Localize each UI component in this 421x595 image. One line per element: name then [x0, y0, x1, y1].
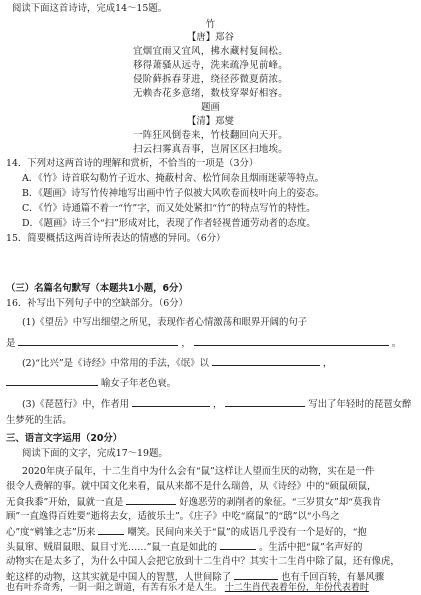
section3-heading: （三）名篇名句默写（本题共1小题，6分） [6, 283, 188, 294]
q16-stem: 16．补写出下列句子中的空缺部分。（6分） [6, 298, 188, 309]
q16-item1: (1)《望岳》中写出细望之所见，表现作者心情激荡和眼界开阔的句子 [22, 317, 308, 328]
poem1-line-1: 宜烟宜雨又宜风，拂水藏村复间松。 [133, 46, 288, 57]
q16-item1-blank-2[interactable] [194, 336, 389, 346]
q16-item1-answer-line [6, 336, 401, 350]
passage-line-5-b: 嘲笑。民间向来关于“鼠”的成语几乎没有一个是好的，“抱 [127, 527, 367, 538]
q16-item2-blank-2[interactable] [6, 376, 98, 386]
poem1-author: 【唐】郑谷 [187, 32, 234, 43]
q16-item1-blank-1[interactable] [18, 336, 178, 346]
q16-item3-blank-2[interactable] [225, 397, 305, 407]
passage-line-5 [6, 525, 367, 539]
passage-line-6-b: 。生活中把“鼠”名声好的 [259, 542, 363, 553]
q16-item2-line [22, 356, 332, 370]
passage-line-9 [6, 582, 369, 595]
passage-line-3-b: 好逸恶劳的剥削者的象征。“三岁贯女”却“莫我肯 [179, 497, 382, 508]
q16-item3-tail: 写出了年轻时的琵琶女醉 [308, 399, 412, 410]
passage-blank-4[interactable] [234, 570, 278, 580]
poem1-line-2: 移得萧骚从远寺，洗来疏净见前峰。 [133, 60, 288, 71]
passage-line-9-underlined: 十二生肖代表着年份，年份代表着时 [224, 583, 369, 593]
q14-option-a: A．《竹》诗首联勾勒竹子近水、掩蔽村舍、松竹间杂且烟雨迷蒙等特点。 [22, 173, 325, 184]
q16-item1-comma: ， [181, 338, 191, 349]
q14-option-d: D．《题画》诗三个“扫”形成对比，表现了作者轻视普通劳动者的态度。 [22, 218, 316, 229]
passage-line-3 [6, 495, 381, 509]
q16-item2-text: (2)“比兴”是《诗经》中常用的手法，《氓》以 [22, 358, 209, 369]
passage-line-1: 2020年庚子鼠年，十二生肖中为什么会有“鼠”这样让人望而生厌的动物，实在是一件 [22, 466, 375, 477]
language-section-intro: 阅读下面的文字，完成17～19题。 [22, 448, 168, 459]
passage-line-2: 很令人费解的事。就中国文化来看，鼠从来都不是什么瑞兽，从《诗经》中的“硕鼠硕鼠， [6, 481, 377, 492]
passage-line-8-a: 蛇这样的动物，这其实就是中国人的智慧，人世间除了 [6, 572, 232, 583]
poem1-line-4: 无赖杏花多意绪，数枝穿翠好相容。 [133, 88, 288, 99]
passage-line-5-a: 心”度“鹓雏之志”历来 [6, 527, 96, 538]
q16-item3-blank-1[interactable] [132, 397, 210, 407]
passage-blank-2[interactable] [98, 525, 124, 535]
passage-blank-1[interactable] [126, 495, 176, 505]
q14-stem: 14．下列对这两首诗的理解和赏析，不恰当的一项是（3分） [6, 158, 259, 169]
q16-item3-next-line: 生梦死的生活。 [6, 415, 72, 426]
poem2-line-2: 扫云扫雾真吾事，岂屑区区扫地埃。 [133, 144, 288, 155]
q16-item1-label: 是 [6, 338, 16, 349]
poem1-line-3: 侵阶藓拆春芽进，绕径莎微夏荫浓。 [133, 74, 288, 85]
q16-item2-comma: ， [322, 358, 333, 369]
passage-line-8-b: 也有千回百转，有暴风骤 [280, 572, 385, 583]
language-section-heading: 三、语言文字运用（20分） [6, 433, 123, 444]
q16-item3-line [22, 397, 412, 411]
q14-option-b: B．《题画》诗写竹传神地写出画中竹子似被大风吹卷而枝叶向上的姿态。 [22, 188, 325, 199]
poem2-author: 【清】郑燮 [187, 116, 234, 127]
reading-intro: 阅读下面这首诗诗，完成14～15题。 [12, 3, 168, 14]
passage-line-3-a: 无食我黍”开始，鼠就一直是 [6, 497, 124, 508]
q16-item3-comma: ， [213, 399, 223, 410]
passage-line-9-a: 也有叶乔奇秀，一阴一阳之谓道，有苦有乐才是人生。 [6, 583, 223, 593]
q16-item1-period: 。 [391, 338, 402, 349]
poem2-title: 题画 [201, 102, 220, 113]
q16-item2-end: 喻女子年老色衰。 [100, 378, 176, 389]
poem1-title: 竹 [205, 19, 216, 30]
poem2-line-1: 一阵狂风倒卷来，竹枝翻回向天开。 [133, 130, 288, 141]
passage-line-4: 顾”一直逸得百姓要“逝将去女，适彼乐土”。《庄子》中吃“腐鼠”的“鸱”以“小鸟之 [6, 511, 340, 522]
passage-line-7: 动物实在是太多了，为什么中国人会把它放到十二生肖中？其实十二生肖中除了鼠，还有像虎， [6, 556, 400, 567]
passage-line-6-a: 头鼠窜、贼眉鼠眼、鼠目寸光……”鼠一直是如此的 [6, 542, 218, 553]
q16-item2-next-line [6, 376, 176, 390]
q16-item2-blank-1[interactable] [212, 356, 320, 366]
passage-line-6 [6, 540, 362, 554]
passage-blank-3[interactable] [220, 540, 256, 550]
q15-stem: 15．简要概括这两首诗所表达的情感的异同。（6分） [6, 233, 226, 244]
q16-item3-text: (3)《琵琶行》中，作者用 [22, 399, 130, 410]
q14-option-c: C．《竹》诗通篇不着一“竹”字，而又处处紧扣“竹”的特点写竹的特性。 [22, 203, 316, 214]
